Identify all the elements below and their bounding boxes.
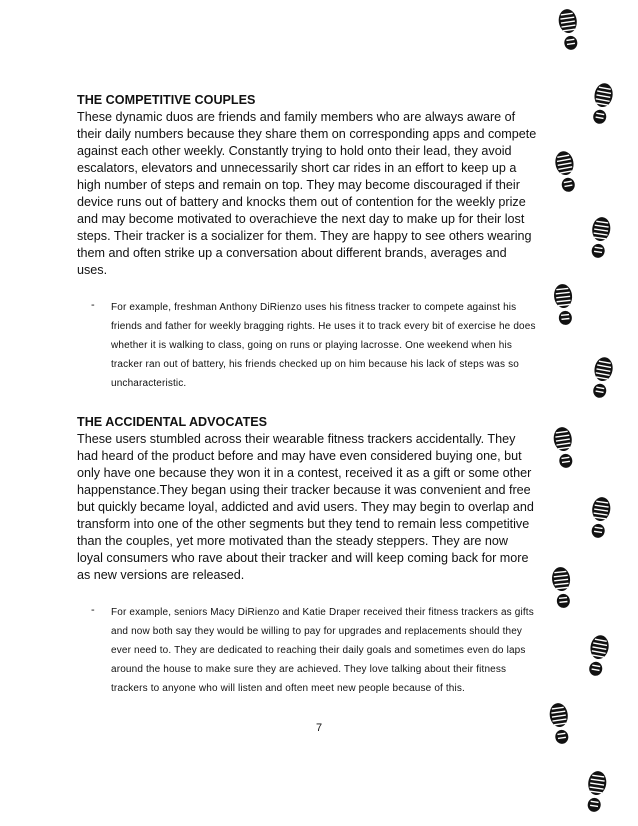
- example-bullet: [77, 602, 537, 697]
- bullet-text: For example, freshman Anthony DiRienzo uses his fitness tracker to compete against his friends and father for weekly bragging rights. He uses it to track every bit of exercise he does whether it is walking to class, going on runs or playing lacrosse. One weekend when his tracker ran out of battery, his friends checked up on him because his lack of steps was so uncharacteristic.: [111, 302, 536, 389]
- footprint-icon: [586, 634, 611, 678]
- footprint-icon: [588, 496, 612, 539]
- section-heading: THE COMPETITIVE COUPLES: [77, 93, 256, 107]
- bullet-dash: -: [91, 604, 95, 616]
- footprint-icon: [553, 150, 578, 194]
- footprint-trail: [538, 0, 638, 826]
- page-content: [77, 92, 537, 697]
- footprint-icon: [584, 770, 608, 813]
- section-body: These dynamic duos are friends and family members who are always aware of their daily numbers because they share them on corresponding apps and compete against each other weekly. Constantly trying to hold onto their lead, they avoid escalators, elevators and unnecessarily short car rides in an effort to keep up a high number of steps and remain on top. They may become discouraged if their device runs out of battery and knocks them out of contention for the weekly prize and may become motivated to overachieve the next day to make up for their lost steps. Their tracker is a socializer for them. They are happy to see others wearing them and often strike up a conversation about different brands, averages and uses.: [77, 110, 537, 277]
- section-competitive-couples: [77, 92, 537, 392]
- footprint-icon: [590, 82, 615, 126]
- footprint-icon: [590, 356, 615, 400]
- footprint-icon: [552, 426, 576, 469]
- section-heading: THE ACCIDENTAL ADVOCATES: [77, 415, 268, 429]
- section-accidental-advocates: [77, 414, 537, 697]
- section-body: These users stumbled across their wearable fitness trackers accidentally. They had heard of the product before and may have even considered buying one, but only have one because they won it in a contest, received it as a gift or some other happenstance.They began using their tracker because it was convenient and free but quickly became loyal, addicted and avid users. They may begin to overlap and transform into one of the other segments but they tend to remain less competitive than the couples, yet more motivated than the steady steppers. They are now loyal consumers who rave about their tracker and will keep coming back for more as new versions are released.: [77, 432, 534, 582]
- footprint-icon: [551, 566, 573, 609]
- example-bullet: [77, 297, 537, 392]
- bullet-dash: -: [91, 299, 95, 311]
- footprint-icon: [553, 283, 575, 326]
- footprint-icon: [588, 216, 612, 259]
- page-number: 7: [315, 722, 323, 734]
- bullet-text: For example, seniors Macy DiRienzo and Katie Draper received their fitness trackers as gifts and now both say they would be willing to pay for upgrades and replacements should they ever need to. They are dedicated to reaching their daily goals and sometimes even do laps around the house to make sure they are achieved. They love talking about their fitness trackers to anyone who will listen and often meet new people because of this.: [111, 607, 534, 694]
- footprint-icon: [557, 8, 581, 51]
- footprint-icon: [548, 702, 572, 745]
